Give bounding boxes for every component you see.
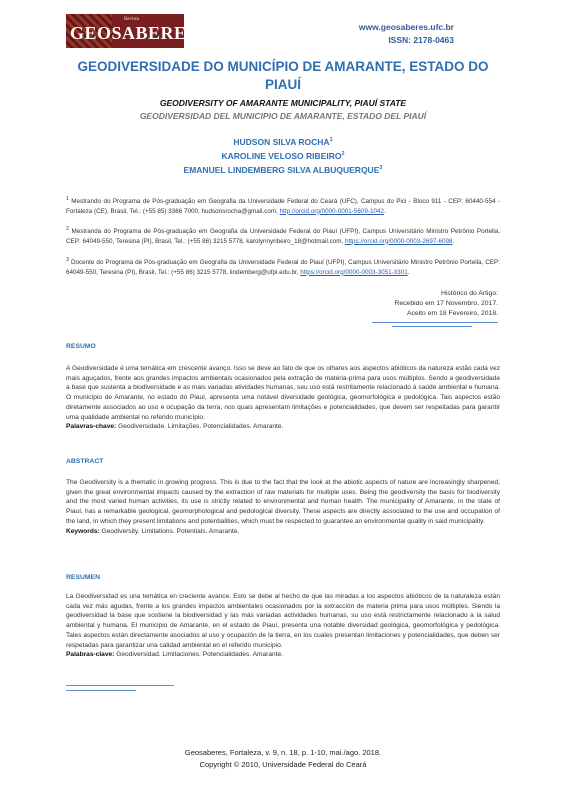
history-accepted: Aceito em 18 Fevereiro, 2018. (406, 310, 498, 317)
logo-name: GEOSABERES (70, 23, 198, 43)
resumen-divider-short (66, 690, 136, 691)
footer-citation: Geosaberes, Fortaleza, v. 9, n. 18, p. 1-10, mai./ago. 2018. (184, 748, 382, 757)
resumen-body: La Geodiversidad es una temática en creciente avance. Esto se debe al hecho de que las miradas a los aspectos abióticos de la naturaleza están cada vez más agudas, frente a los grandes impactos ambientales ocasionados por la extracción de materia prima para usos múltiples. Siendo la geodiversidad la base que sostiene la biodiversidad y las más variadas actividades humanas, su uso está restrictamente relacionado a la salud ambiental y humana. El municipio de Amarante, en el estado de Piauí, presenta una notable diversidad geológica, geomorfológica y pedológica. Tales aspectos están directamente asociados al uso y ocupación de la tierra, en los cuales presentan limitaciones y potencialidades, que deben ser respetadas para garantizar una calidad ambiental en el referido municipio. Palabras-clave: Geodiversidad. Limitaciones. Potencialidades. Amarante. (66, 593, 500, 659)
author-2: KAROLINE VELOSO RIBEIRO$^2$ (221, 151, 345, 161)
orcid-link-1[interactable]: http://orcid.org/0000-0001-5609-1042 (279, 207, 384, 215)
history-label: Histórico do Artigo: (440, 290, 498, 297)
resumo-keywords-label: Palavras-chave: (66, 423, 117, 431)
resumo-heading: RESUMO (66, 343, 96, 350)
orcid-link-3[interactable]: https://orcid.org/0000-0003-3051-3301 (300, 268, 408, 276)
history-divider (372, 322, 498, 323)
footer-copyright: Copyright © 2010, Universidade Federal do Ceará (199, 760, 367, 769)
journal-logo (66, 14, 198, 48)
affiliation-3: $^3$ Docente do Programa de Pós-graduação em Geografia da Universidade Federal do Piauí (UFPI), Campus Universitário Ministro Petrônio Portella, CEP: 64049-550, Teresina (PI), Brasil, Tel.: (+55 86) 3215 5778, lindemberg@ufpi.edu.br, https://orcid.org/0000-0003-3051-3301. (66, 257, 500, 276)
abstract-keywords-label: Keywords: (66, 527, 100, 535)
resumen-keywords: Geodiversidad. Limitaciones. Potencialidades. Amarante. (114, 651, 283, 659)
affiliation-1: $^1$ Mestrando do Programa de Pós-graduação em Geografia da Universidade Federal do Ceará (UFC), Campus do Pici - Bloco 911 - CEP: 60440-554 - Fortaleza (CE), Brasil, Tel.: (+55 85) 3366 7000, hudsonsrocha@gmail.com, http://orcid.org/0000-0001-5609-1042. (66, 196, 500, 215)
resumo-keywords: Geodiversidade. Limitações. Potencialidades. Amarante. (116, 423, 284, 431)
orcid-link-2[interactable]: https://orcid.org/0000-0003-2697-6098 (345, 237, 453, 245)
abstract-heading: ABSTRACT (66, 458, 104, 465)
resumen-divider (66, 685, 174, 686)
abstract-body: The Geodiversity is a thematic in growing progress. This is due to the fact that the look at the abiotic aspects of nature are increasingly sharpened, given the great environmental impacts caused by the extraction of raw materials for multiple uses. Being the geodiversity the basis for biodiversity and the most varied human activities, its use is strictly related to environmental and human health. The municipality of Amarante, in the state of Piauí, has a remarkable geological, geomorphological and pedological diversity. These aspects are directly associated to the use and occupation of the land, in which they present limitations and potentialities, which must be respected to guarantee an environmental quality in said municipality. Keywords: Geodiversity. Limitations. Potentials. Amarante. (66, 479, 500, 535)
title-portuguese: GEODIVERSIDADE DO MUNICÍPIO DE AMARANTE, ESTADO DO PIAUÍ (77, 59, 489, 92)
title-spanish: GEODIVERSIDAD DEL MUNICIPIO DE AMARANTE, ESTADO DEL PIAUÍ (139, 111, 427, 121)
resumen-keywords-label: Palabras-clave: (66, 651, 115, 659)
history-divider-short (392, 326, 472, 327)
title-english: GEODIVERSITY OF AMARANTE MUNICIPALITY, PIAUÍ STATE (159, 98, 407, 108)
resumo-body: A Geodiversidade é uma temática em crescente avanço. Isso se deve ao fato de que os olhares aos aspectos abióticos da natureza estão cada vez mais aguçados, frente aos grandes impactos ambientais ocasionados pela extração de matéria-prima para usos múltiplos. Sendo a geodiversidade a base que sustenta a biodiversidade e as mais variadas atividades humanas, seu uso está restritamente relacionado à saúde ambiental e humana. O município de Amarante, no estado do Piauí, apresenta uma notável diversidade geológica, geomorfológica e pedológica. Tais aspectos estão diretamente associados ao uso e ocupação da terra, nos quais apresentam limitações e potencialidades, que devem ser respeitadas para garantir uma qualidade ambiental no referido município. Palavras-chave: Geodiversidade. Limitações. Potencialidades. Amarante. (66, 365, 500, 431)
history-received: Recebido em 17 Novembro, 2017. (394, 300, 498, 307)
author-1: HUDSON SILVA ROCHA$^1$ (233, 137, 333, 147)
resumen-heading: RESUMEN (66, 574, 100, 581)
journal-issn: ISSN: 2178-0463 (388, 35, 454, 45)
journal-url[interactable]: www.geosaberes.ufc.br (358, 22, 454, 32)
logo-small-text: Revista (124, 17, 139, 22)
author-3: EMANUEL LINDEMBERG SILVA ALBUQUERQUE$^3$ (183, 165, 383, 175)
affiliation-2: $^2$ Mestranda do Programa de Pós-graduação em Geografia da Universidade Federal do Piauí (UFPI), Campus Universitário Ministro Petrônio Portella, CEP: 64049-550, Teresina (PI), Brasil, Tel.: (+55 86) 3215 5778, karolynnyribeiro_18@hotmail.com, https://orcid.org/0000-0003-2697-6098. (66, 226, 500, 245)
abstract-keywords: Geodiversity. Limitations. Potentials. Amarante. (99, 527, 240, 535)
